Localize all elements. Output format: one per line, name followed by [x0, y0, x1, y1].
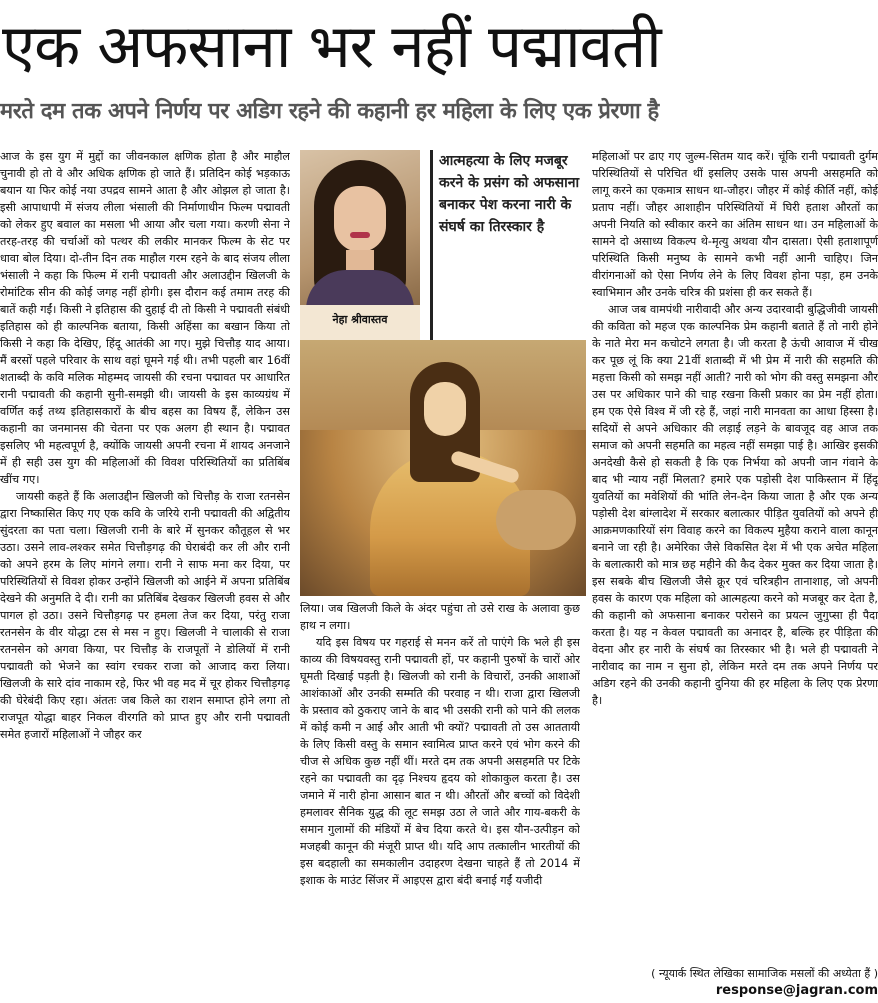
paragraph: लिया। जब खिलजी किले के अंदर पहुंचा तो उसे राख के अलावा कुछ हाथ न लगा। [300, 602, 580, 632]
article-column-middle [300, 600, 580, 1000]
article-column-left [0, 148, 290, 1000]
page-title: एक अफसाना भर नहीं पद्मावती [2, 12, 661, 82]
paragraph: आज जब वामपंथी नारीवादी और अन्य उदारवादी बुद्धिजीवी जायसी की कविता को महज एक काल्पनिक प्रेम कहानी बताते हैं तो नारी होने के नाते मेरा मन कचोटने लगता है। जी करता है ऊंची आवाज में चीख कर पूछ लूं कि क्या 21वीं शताब्दी में भी प्रेम में नारी की सहमति की महत्ता किसी को समझ नहीं आती? नारी को भोग की वस्तु समझना और उस पर अधिकार पाने की चाह रखना किसी प्रकार का प्रेम नहीं होता। हम एक ऐसे विश्व में जी रहे हैं, जहां नारी मानवता का आधा हिस्सा है। सदियों से अपने अधिकार की लड़ाई लड़ने के बावजूद वह आज तक समाज को अपनी सहमति का महत्व नहीं समझा पाई है। आखिर इसकी अनदेखी कैसे हो सकती है कि एक निर्भया को अपनी जान गंवाने के बाद भी न्याय नहीं मिलता? हमारे एक पड़ोसी देश पाकिस्तान में हिंदू युवतियों का मवेशियों की भांति लेन-देन किया जाता है और एक अन्य पड़ोसी देश बांग्लादेश में सरकार बलात्कार पीड़ित युवतियों को अपने ही आक्रमणकारियों संग विवाह करने का विकल्प मुहैया कराने वाला कानून बनाने जा रही है। अमेरिका जैसे विकसित देश में भी एक अचेत महिला के बलात्कारी को मात्र छह महीने की कैद देकर मुक्त कर दिया जाता है। इस सबके बीच खिलजी जैसे क्रूर एवं चरित्रहीन तानाशाह, जो अपनी हवस के कारण एक महिला को आत्महत्या करने को मजबूर कर देता है, की कहानी को अफसाना बनाकर परोसने का प्रयत्न जुगुप्सा ही पैदा करता है। यह न केवल पद्मावती का अनादर है, बल्कि हर पीड़िता की वेदना और हर नारी के संघर्ष का तिरस्कार भी है। भले ही पद्मावती ने नारीवाद का नाम न सुना हो, लेकिन मरते दम तक अपने निर्णय पर अडिग रहने की उनकी कहानी दुनिया की हर महिला के लिए एक प्रेरणा है। [592, 303, 878, 707]
paragraph: महिलाओं पर ढाए गए जुल्म-सितम याद करें। चूंकि रानी पद्मावती दुर्गम परिस्थितियों से परिचित थीं इसलिए उसके पास अपनी असहमति को लागू करने का एकमात्र साधन था-जौहर। जौहर में कोई कीर्ति नहीं, कोई प्रताप नहीं। जौहर आशाहीन परिस्थितियों में घिरी हताश औरतों का अपनी नियति को स्वीकार करने का अंतिम साधन था। उन महिलाओं के सामने दो असाध्य विकल्प थे-मृत्यु अथवा यौन दासता। ऐसी हताशापूर्ण परिस्थिति किसी मनुष्य के सामने कभी नहीं आनी चाहिए। जिन वीरांगनाओं को ऐसा निर्णय लेने के लिए विवश होना पड़ा, हम उनके स्वाभिमान और उनके चरित्र की प्रशंसा ही कर सकते हैं। [592, 150, 878, 299]
author-note: ( न्यूयार्क स्थित लेखिका सामाजिक मसलों की अध्येता हैं ) [651, 967, 878, 980]
author-name: नेहा श्रीवास्तव [332, 313, 388, 326]
author-photo-block [300, 150, 420, 340]
subheadline: मरते दम तक अपने निर्णय पर अडिग रहने की कहानी हर महिला के लिए एक प्रेरणा है [0, 99, 659, 124]
author-photo [300, 150, 420, 305]
pull-quote-text: आत्महत्या के लिए मजबूर करने के प्रसंग को अफसाना बनाकर पेश करना नारी के संघर्ष का तिरस्कार है [439, 153, 580, 235]
pull-quote [430, 150, 580, 340]
paragraph: यदि इस विषय पर गहराई से मनन करें तो पाएंगे कि भले ही इस काव्य की विषयवस्तु रानी पद्मावती हों, पर कहानी पुरुषों के चारों ओर घूमती दिखाई पड़ती है। खिलजी को रानी के विचारों, उनकी आशाओं आशंकाओं और उनकी सम्मति की परवाह न थी। राजा द्वारा खिलजी के प्रस्ताव को ठुकराए जाने के बाद भी उसकी रानी को पाने की ललक में कोई कमी न आई और आती भी क्यों? पद्मावती तो उस आततायी के लिए किसी वस्तु के समान स्वामित्व प्राप्त करने एवं भोग करने की चीज से अधिक कुछ नहीं थीं। मरते दम तक अपनी असहमति पर टिके रहने का पद्मावती का दृढ़ निश्चय हृदय को शोकाकुल करता है। उस जमाने में नारी होना आसान बात न थी। औरतों और बच्चों को विदेशी हमलावर सैनिक युद्ध की लूट समझ उठा ले जाते और गाय-बकरी के समान गुलामों की मंडियों में बेच दिया करते थे। इस यौन-उत्पीड़न को मजहबी कानून की मंजूरी प्राप्त थी। यदि आप तत्कालीन भारतीयों की इस बदहाली का समकालीन उदाहरण देखना चाहते हैं तो 2014 में इशाक के माउंट सिंजर में आइएस द्वारा बंदी बनाई गईं यजीदी [300, 636, 580, 887]
article-column-right [592, 148, 878, 1000]
paragraph: जायसी कहते हैं कि अलाउद्दीन खिलजी को चित्तौड़ के राजा रतनसेन द्वारा निष्कासित किए गए एक कवि के जरिये रानी पद्मावती की अद्वितीय सुंदरता का पता चला। खिलजी रानी के बारे में सुनकर कौतूहल से भर उठा। उसने लाव-लश्कर समेत चित्तौड़गढ़ की घेराबंदी कर ली और रानी को अपने हरम के लिए मांगने लगा। रानी ने साफ मना कर दिया, पर परिस्थितियों से विवश होकर उन्होंने खिलजी को आईने में अपना प्रतिबिंब देखने की अनुमति दे दी। रानी का प्रतिबिंब देखकर खिलजी हवस से और पागल हो उठा। उसने चित्तौड़गढ़ पर हमला तेज कर दिया, परंतु राजा रतनसेन के वीर योद्धा टस से मस न हुए। खिलजी ने चालाकी से राजा रतनसेन को अगवा किया, पर चित्तौड़ के राजपूतों ने डोलियों में रानी पद्मावती को भेजने का स्वांग रचकर राजा को आजाद करा लिया। खिलजी के सारे दांव नाकाम रहे, फिर भी वह मद में चूर होकर चित्तौड़गढ़ की घेरेबंदी किए रहा। अंततः जब किले का राशन समाप्त होने लगा तो राजपूत योद्धा बाहर निकल वीरगति को प्राप्त हुए और रानी पद्मावती समेत हजारों महिलाओं ने जौहर कर [0, 490, 290, 741]
contact-email[interactable]: response@jagran.com [715, 983, 878, 998]
paragraph: आज के इस युग में मुद्दों का जीवनकाल क्षणिक होता है और माहौल चुनावी हो तो वे और अधिक क्षणिक हो जाते हैं। प्रतिदिन कोई भड़काऊ बयान या फिर कोई नया उपद्रव सामने आता है और ओझल हो जाता है। इसी आपाधापी में संजय लीला भंसाली की निर्माणाधीन फिल्म पद्मावती को लेकर हुए बवाल का मसला भी आया और चला गया। करणी सेना ने तरह-तरह की चर्चाओं को पत्थर की लकीर मानकर फिल्म के सेट पर धावा बोल दिया। दो-तीन दिन तक माहौल गरम रहने के बाद संजय लीला भंसाली ने कहा कि फिल्म में रानी पद्मावती और अलाउद्दीन खिलजी के रोमांटिक सीन की कोई जगह नहीं होगी। इस दौरान कई तमाम तरह की बातें कही गईं। किसी ने इतिहास की दुहाई दी तो किसी ने पद्मावती संबंधी इतिहास को ही काल्पनिक बताया, किसी अहिंसा का बखान किया तो किसी ने कहा कि देखिए, हिंदू आतंकी आ गए। मुझे चित्तौड़ याद आया। मैं बरसों पहले परिवार के साथ वहां घूमने गई थी। तभी पहली बार 16वीं शताब्दी के कवि मलिक मोहम्मद जायसी की रचना पद्मावत पर आधारित रानी पद्मावती की कहानी सुनी-समझी थी। जायसी के इस काव्यग्रंथ में वर्णित कई तथ्य इतिहासकारों के बीच बहस का विषय हैं, लेकिन उस कहानी का जनमानस की चेतना पर एक अलग ही स्थान है। पद्मावत इसलिए भी महत्वपूर्ण है, क्योंकि जायसी अपनी रचना में शायद अनजाने में ही सही उस युग की महिलाओं की विवश परिस्थितियों का प्रतिबिंब खींच गए। [0, 150, 290, 486]
padmavati-painting [300, 340, 586, 596]
